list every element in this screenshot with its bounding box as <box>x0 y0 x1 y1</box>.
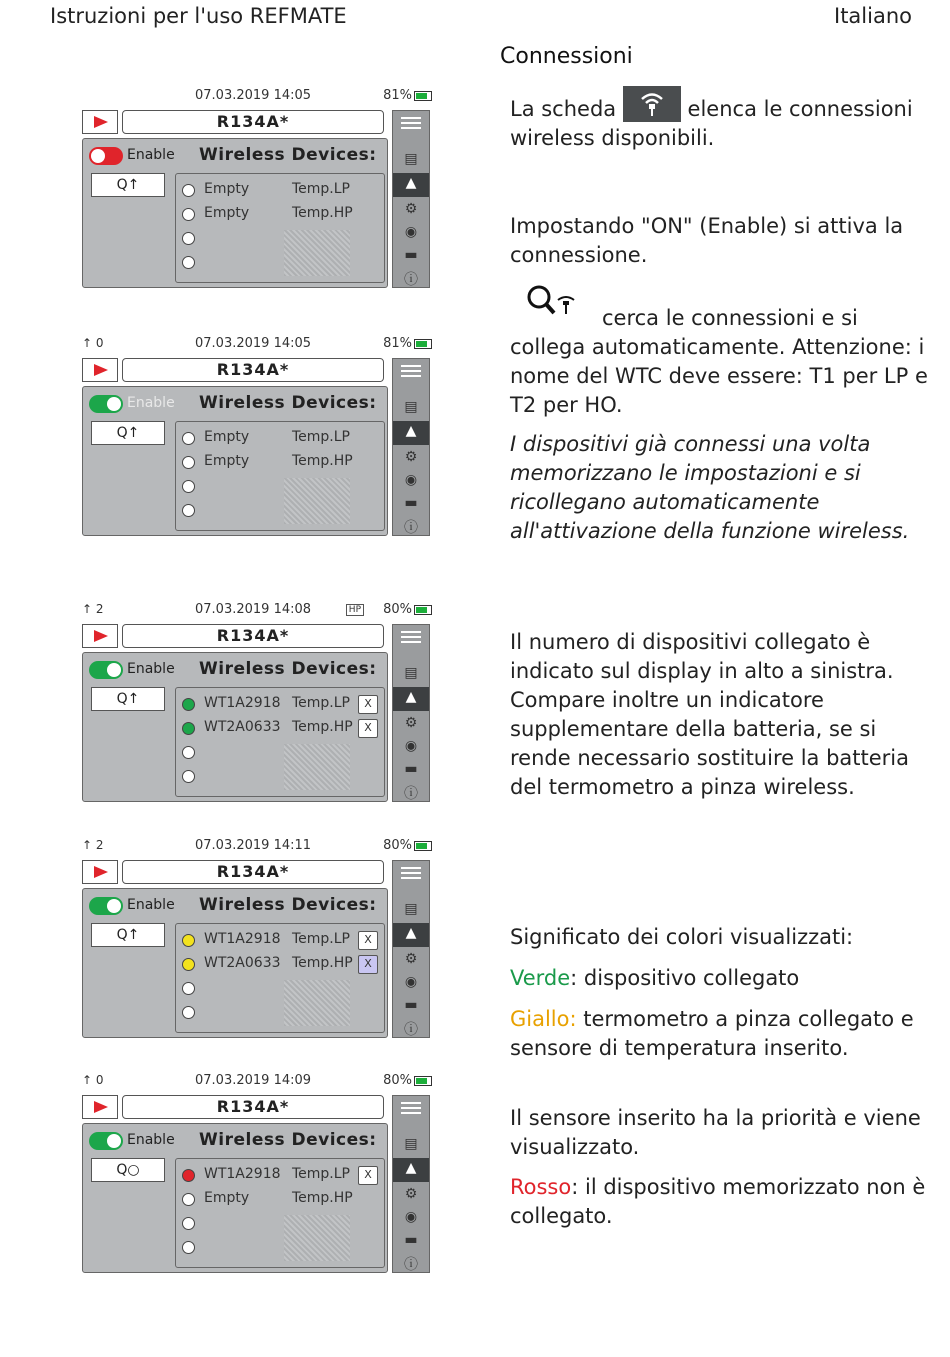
wifi-icon[interactable]: ▲ <box>405 1160 417 1176</box>
list-item[interactable] <box>182 1002 382 1024</box>
status-dot <box>182 770 195 783</box>
list-item[interactable] <box>182 476 382 498</box>
enable-toggle[interactable] <box>89 147 123 165</box>
paragraph-yellow <box>510 1005 930 1063</box>
antenna-count: ↑ 0 <box>82 1073 104 1087</box>
list-item[interactable] <box>182 718 382 740</box>
list-item[interactable] <box>182 742 382 764</box>
list-item[interactable] <box>182 228 382 250</box>
device-temp: Temp.HP <box>292 1190 353 1206</box>
battery-percent: 80% <box>383 838 412 853</box>
enable-label: Enable <box>127 897 175 913</box>
list-item[interactable] <box>182 954 382 976</box>
green-text: : dispositivo collegato <box>570 966 800 990</box>
status-bar <box>80 838 432 856</box>
list-item[interactable] <box>182 1165 382 1187</box>
refrigerant-field[interactable]: R134A* <box>122 860 384 884</box>
globe-icon[interactable]: ◉ <box>404 738 418 754</box>
enable-toggle[interactable] <box>89 1132 123 1150</box>
list-item[interactable] <box>182 252 382 274</box>
datetime: 07.03.2019 14:05 <box>195 336 312 351</box>
status-dot <box>182 982 195 995</box>
hamburger-icon[interactable] <box>401 631 421 643</box>
device-list <box>175 923 385 1033</box>
info-icon[interactable]: ⓘ <box>404 272 418 288</box>
status-dot <box>182 1217 195 1230</box>
device-screen-5 <box>80 1073 432 1273</box>
header-right: Italiano <box>834 4 912 28</box>
list-item[interactable] <box>182 500 382 522</box>
section-title: Connessioni <box>500 44 633 69</box>
status-dot <box>182 480 195 493</box>
ruler-icon[interactable]: ▬ <box>404 495 418 511</box>
gear-icon[interactable]: ⚙ <box>404 449 418 465</box>
side-menu <box>392 358 430 536</box>
list-item[interactable] <box>182 1213 382 1235</box>
device-name: Empty <box>204 429 250 445</box>
enable-toggle[interactable] <box>89 897 123 915</box>
play-button[interactable] <box>82 110 118 134</box>
status-dot <box>182 456 195 469</box>
remove-device-button[interactable]: X <box>358 931 378 950</box>
paragraph-colors-title: Significato dei colori visualizzati: <box>510 925 854 949</box>
p1-end: elenca le connessioni wireless disponibili. <box>510 97 913 150</box>
refrigerant-field[interactable]: R134A* <box>122 1095 384 1119</box>
globe-icon[interactable]: ◉ <box>404 974 418 990</box>
enable-toggle[interactable] <box>89 395 123 413</box>
device-name: WT2A0633 <box>204 955 281 971</box>
device-screen-3 <box>80 602 432 802</box>
hp-battery-badge: HP <box>346 604 364 616</box>
yellow-text: termometro a pinza collegato e sensore di temperatura inserito. <box>510 1007 914 1060</box>
battery-icon <box>414 841 432 851</box>
battery-percent: 81% <box>383 88 412 103</box>
side-menu <box>392 624 430 802</box>
status-dot <box>182 746 195 759</box>
battery-icon <box>414 339 432 349</box>
battery-icon <box>414 91 432 101</box>
scan-button[interactable]: Q○ <box>91 1158 165 1182</box>
device-temp: Temp.LP <box>292 181 351 197</box>
paragraph-priority: Il sensore inserito ha la priorità e viene visualizzato. <box>510 1106 921 1159</box>
list-item[interactable] <box>182 694 382 716</box>
paragraph-scan: cerca le connessioni e si collega automaticamente. Attenzione: i nome del WTC deve essere: T1 per LP e T2 per HO. <box>510 306 928 417</box>
device-list <box>175 421 385 531</box>
wireless-screen <box>82 652 388 802</box>
device-temp: Temp.LP <box>292 429 351 445</box>
antenna-count: ↑ 0 <box>82 336 104 350</box>
device-name: WT2A0633 <box>204 719 281 735</box>
wireless-devices-title: Wireless Devices: <box>199 393 377 413</box>
refrigerant-field[interactable]: R134A* <box>122 110 384 134</box>
battery-percent: 80% <box>383 602 412 617</box>
device-screen-2 <box>80 336 432 536</box>
scan-button[interactable]: Q↑ <box>91 173 165 197</box>
list-item[interactable] <box>182 1189 382 1211</box>
gear-icon[interactable]: ⚙ <box>404 1186 418 1202</box>
device-temp: Temp.HP <box>292 719 353 735</box>
enable-label: Enable <box>127 661 175 677</box>
ruler-icon[interactable]: ▬ <box>404 997 418 1013</box>
status-bar <box>80 336 432 354</box>
screens-icon[interactable]: ▤ <box>404 901 418 917</box>
status-dot <box>182 504 195 517</box>
wireless-devices-title: Wireless Devices: <box>199 895 377 915</box>
status-dot <box>182 1169 195 1182</box>
remove-device-button[interactable]: X <box>358 955 378 974</box>
device-name: Empty <box>204 1190 250 1206</box>
globe-icon[interactable]: ◉ <box>404 1209 418 1225</box>
play-button[interactable] <box>82 624 118 648</box>
status-dot <box>182 934 195 947</box>
status-bar <box>80 602 432 620</box>
device-list <box>175 1158 385 1268</box>
paragraph-tab <box>510 86 930 153</box>
paragraph-memory: I dispositivi già connessi una volta memorizzano le impostazioni e si ricollegano automaticamente all'attivazione della funzione wireless. <box>510 432 910 543</box>
status-dot <box>182 256 195 269</box>
remove-device-button[interactable]: X <box>358 1166 378 1185</box>
wireless-devices-title: Wireless Devices: <box>199 145 377 165</box>
status-dot <box>182 722 195 735</box>
play-button[interactable] <box>82 860 118 884</box>
enable-label: Enable <box>127 395 175 411</box>
gear-icon[interactable]: ⚙ <box>404 951 418 967</box>
device-temp: Temp.LP <box>292 931 351 947</box>
device-screen-4 <box>80 838 432 1038</box>
device-list <box>175 173 385 283</box>
refrigerant-field[interactable]: R134A* <box>122 624 384 648</box>
info-icon[interactable]: ⓘ <box>404 520 418 536</box>
device-temp: Temp.HP <box>292 955 353 971</box>
wifi-icon[interactable]: ▲ <box>405 423 417 439</box>
device-name: Empty <box>204 205 250 221</box>
header-left: Istruzioni per l'uso REFMATE <box>50 4 347 28</box>
paragraph-green <box>510 964 930 993</box>
enable-label: Enable <box>127 1132 175 1148</box>
info-icon[interactable]: ⓘ <box>404 1022 418 1038</box>
status-dot <box>182 1241 195 1254</box>
screens-icon[interactable]: ▤ <box>404 665 418 681</box>
red-text: : il dispositivo memorizzato non è collegato. <box>510 1175 926 1228</box>
globe-icon[interactable]: ◉ <box>404 472 418 488</box>
scan-button[interactable]: Q↑ <box>91 923 165 947</box>
side-menu <box>392 860 430 1038</box>
device-name: Empty <box>204 181 250 197</box>
remove-device-button[interactable]: X <box>358 719 378 738</box>
ruler-icon[interactable]: ▬ <box>404 1232 418 1248</box>
datetime: 07.03.2019 14:09 <box>195 1073 312 1088</box>
ruler-icon[interactable]: ▬ <box>404 247 418 263</box>
list-item[interactable] <box>182 180 382 202</box>
device-list <box>175 687 385 797</box>
gear-icon[interactable]: ⚙ <box>404 201 418 217</box>
list-item[interactable] <box>182 930 382 952</box>
device-temp: Temp.HP <box>292 205 353 221</box>
wireless-screen <box>82 386 388 536</box>
status-dot <box>182 698 195 711</box>
status-bar <box>80 88 432 106</box>
globe-icon[interactable]: ◉ <box>404 224 418 240</box>
scan-button[interactable]: Q↑ <box>91 687 165 711</box>
datetime: 07.03.2019 14:11 <box>195 838 312 853</box>
gear-icon[interactable]: ⚙ <box>404 715 418 731</box>
list-item[interactable] <box>182 428 382 450</box>
screens-icon[interactable]: ▤ <box>404 151 418 167</box>
paragraph-red <box>510 1173 930 1231</box>
device-name: WT1A2918 <box>204 931 281 947</box>
battery-percent: 81% <box>383 336 412 351</box>
hamburger-icon[interactable] <box>401 867 421 879</box>
refrigerant-field[interactable]: R134A* <box>122 358 384 382</box>
remove-device-button[interactable]: X <box>358 695 378 714</box>
play-button[interactable] <box>82 358 118 382</box>
screens-icon[interactable]: ▤ <box>404 1136 418 1152</box>
red-label: Rosso <box>510 1175 572 1199</box>
device-name: WT1A2918 <box>204 1166 281 1182</box>
datetime: 07.03.2019 14:08 <box>195 602 312 617</box>
device-screen-1 <box>80 88 432 288</box>
status-bar <box>80 1073 432 1091</box>
wireless-devices-title: Wireless Devices: <box>199 659 377 679</box>
ruler-icon[interactable]: ▬ <box>404 761 418 777</box>
info-icon[interactable]: ⓘ <box>404 1257 418 1273</box>
status-dot <box>182 1006 195 1019</box>
battery-icon <box>414 605 432 615</box>
antenna-count: ↑ 2 <box>82 602 104 616</box>
datetime: 07.03.2019 14:05 <box>195 88 312 103</box>
hamburger-icon[interactable] <box>401 117 421 129</box>
status-dot <box>182 184 195 197</box>
wifi-tab-icon <box>623 86 681 122</box>
paragraph-count: Il numero di dispositivi collegato è indicato sul display in alto a sinistra. Compare inoltre un indicatore supplementare della batteria, se si rende necessario sostituire la batteria del termometro a pinza wireless. <box>510 630 910 799</box>
status-dot <box>182 432 195 445</box>
wireless-screen <box>82 138 388 288</box>
hamburger-icon[interactable] <box>401 1102 421 1114</box>
status-dot <box>182 232 195 245</box>
wifi-icon[interactable]: ▲ <box>405 175 417 191</box>
hamburger-icon[interactable] <box>401 365 421 377</box>
antenna-count: ↑ 2 <box>82 838 104 852</box>
wireless-screen <box>82 1123 388 1273</box>
green-label: Verde <box>510 966 571 990</box>
status-dot <box>182 958 195 971</box>
list-item[interactable] <box>182 978 382 1000</box>
enable-toggle[interactable] <box>89 661 123 679</box>
p1-start: La scheda <box>510 97 617 121</box>
device-temp: Temp.LP <box>292 695 351 711</box>
enable-label: Enable <box>127 147 175 163</box>
screens-icon[interactable]: ▤ <box>404 399 418 415</box>
device-name: Empty <box>204 453 250 469</box>
battery-percent: 80% <box>383 1073 412 1088</box>
paragraph-enable: Impostando "ON" (Enable) si attiva la connessione. <box>510 214 904 267</box>
wireless-screen <box>82 888 388 1038</box>
battery-icon <box>414 1076 432 1086</box>
list-item[interactable] <box>182 1237 382 1259</box>
list-item[interactable] <box>182 452 382 474</box>
list-item[interactable] <box>182 766 382 788</box>
scan-button[interactable]: Q↑ <box>91 421 165 445</box>
device-temp: Temp.LP <box>292 1166 351 1182</box>
device-temp: Temp.HP <box>292 453 353 469</box>
wifi-icon[interactable]: ▲ <box>405 925 417 941</box>
info-icon[interactable]: ⓘ <box>404 786 418 802</box>
side-menu <box>392 110 430 288</box>
wifi-icon[interactable]: ▲ <box>405 689 417 705</box>
side-menu <box>392 1095 430 1273</box>
wireless-devices-title: Wireless Devices: <box>199 1130 377 1150</box>
play-button[interactable] <box>82 1095 118 1119</box>
status-dot <box>182 1193 195 1206</box>
yellow-label: Giallo: <box>510 1007 577 1031</box>
device-name: WT1A2918 <box>204 695 281 711</box>
list-item[interactable] <box>182 204 382 226</box>
status-dot <box>182 208 195 221</box>
